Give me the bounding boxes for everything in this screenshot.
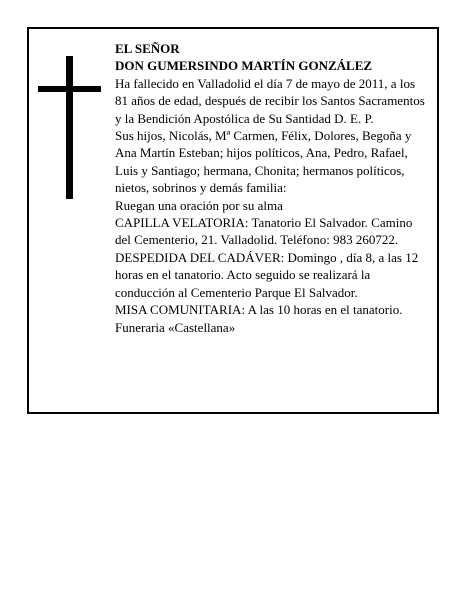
family-list: Sus hijos, Nicolás, Mª Carmen, Félix, Dolores, Begoña y Ana Martín Esteban; hijos políticos, Ana, Pedro, Rafael, Luis y Santiago; hermana, Chonita; hermanos políticos, nietos, sobrinos y demás familia: [115, 128, 412, 196]
obituary-title: EL SEÑOR [115, 41, 180, 56]
obituary-text [115, 40, 427, 336]
wake-details: CAPILLA VELATORIA: Tanatorio El Salvador. Camino del Cementerio, 21. Valladolid. Teléfono: 983 260722. [115, 215, 413, 248]
obituary-notice [27, 27, 439, 414]
funeral-home: Funeraria «Castellana» [115, 319, 236, 335]
death-announcement: Ha fallecido en Valladolid el día 7 de mayo de 2011, a los 81 años de edad, después de recibir los Santos Sacramentos y la Bendición Apostólica de Su Santidad D. E. P. [115, 75, 425, 126]
mass-details: MISA COMUNITARIA: A las 10 horas en el tanatorio. [115, 302, 403, 318]
prayer-request: Ruegan una oración por su alma [115, 197, 283, 213]
cross-vertical-bar [66, 56, 73, 199]
deceased-name: DON GUMERSINDO MARTÍN GONZÁLEZ [115, 58, 373, 74]
cross-horizontal-bar [38, 86, 101, 92]
farewell-details: DESPEDIDA DEL CADÁVER: Domingo , día 8, a las 12 horas en el tanatorio. Acto seguido se realizará la conducción al Cementerio Parque El Salvador. [115, 249, 419, 300]
